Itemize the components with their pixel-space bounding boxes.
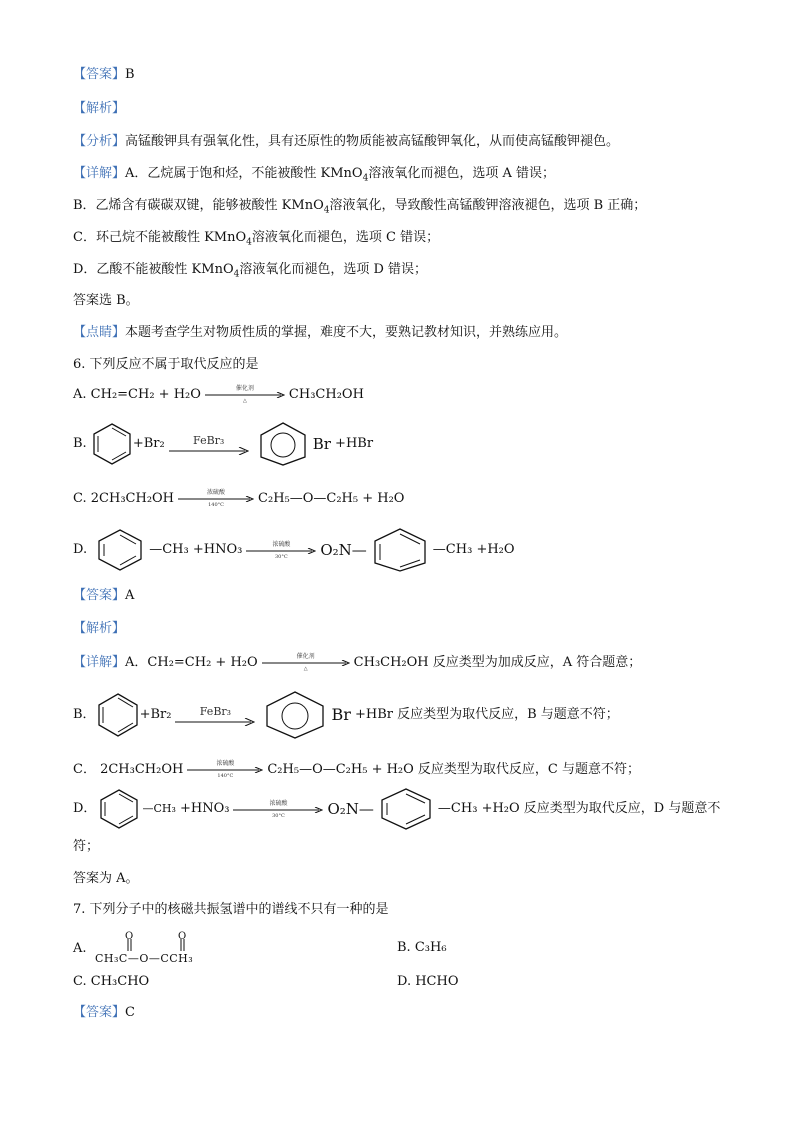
answer-tag: 【答案】 <box>73 588 126 603</box>
fenxi-text: 高锰酸钾具有强氧化性，具有还原性的物质能被高锰酸钾氧化，从而使高锰酸钾褪色。 <box>125 134 620 149</box>
benzene-icon <box>91 422 133 466</box>
q6d-reag: +HNO₃ <box>192 542 243 557</box>
q6c-label: C. <box>73 490 87 506</box>
benzene-icon <box>367 527 433 573</box>
q7-option-b: B. C₃H₆ <box>397 940 447 955</box>
benzene-icon <box>259 690 331 740</box>
q6b-arrow <box>169 434 249 455</box>
analysis-header-6 <box>73 620 125 638</box>
detail-line-d <box>73 261 427 284</box>
a6c-rhs: C₂H₅—O—C₂H₅ + H₂O 反应类型为取代反应，C 与题意不符； <box>267 761 641 777</box>
q6b-cond-top: FeBr₃ <box>193 433 225 447</box>
answer-tag: 【答案】 <box>73 67 126 82</box>
benzene-icon <box>253 421 313 467</box>
answer-tag: 【答案】 <box>73 1005 126 1020</box>
arrow-icon <box>169 447 249 455</box>
detail-b-sub: 4 <box>323 205 330 216</box>
analysis-tag: 【解析】 <box>73 101 126 116</box>
a6b-label: B． <box>73 707 96 722</box>
tip-tag: 【点睛】 <box>73 325 126 340</box>
answer-summary-5: 答案选 B。 <box>73 293 139 308</box>
detail-b-pre: B．乙烯含有碳碳双键，能够被酸性 KMnO <box>73 198 324 213</box>
q6d-label: D. <box>73 542 88 557</box>
detail-line-b <box>73 197 646 220</box>
a6c-lhs: 2CH₃CH₂OH <box>100 761 184 777</box>
detail-d-post: 溶液氧化而褪色，选项 D 错误； <box>239 262 428 277</box>
a6c-cond-top: 浓硫酸 <box>216 760 235 767</box>
q6a-arrow <box>205 385 285 404</box>
q6b-reag: +Br₂ <box>132 436 165 451</box>
q6-option-d <box>73 528 515 572</box>
q6d-arrow <box>246 541 316 560</box>
a6d-label: D． <box>73 801 97 816</box>
q6d-cond-top: 浓硫酸 <box>272 540 291 548</box>
detail-a-pre: A．乙烷属于饱和烃，不能被酸性 KMnO <box>125 166 363 181</box>
benzene-icon <box>96 692 140 738</box>
a6c-cond-bot: 140°C <box>217 773 234 779</box>
a6-detail-d-cont: 符； <box>73 839 100 854</box>
detail-tag: 【详解】 <box>73 654 126 670</box>
analysis-tag: 【解析】 <box>73 621 126 636</box>
q7-option-d: D. HCHO <box>397 974 459 989</box>
q7a-formula: CH₃C—O—CCH₃ <box>95 952 194 965</box>
a6d-arrow <box>233 800 323 819</box>
q7a-label: A. <box>73 941 87 956</box>
q6c-arrow <box>178 489 254 508</box>
detail-d-sub: 4 <box>233 269 240 280</box>
q6c-cond-bot: 140°C <box>208 502 224 508</box>
answer-value: A <box>125 588 135 603</box>
a6d-rhs: +H₂O 反应类型为取代反应，D 与题意不 <box>481 801 721 816</box>
detail-d-pre: D．乙酸不能被酸性 KMnO <box>73 262 234 277</box>
benzene-icon <box>91 528 149 572</box>
detail-a-sub: 4 <box>362 173 369 184</box>
a6-detail-a <box>73 653 641 672</box>
arrow-icon <box>175 718 255 726</box>
detail-b-post: 溶液氧化，导致酸性高锰酸钾溶液褪色，选项 B 正确； <box>329 198 647 213</box>
q6d-cond-bot: 30°C <box>275 553 288 560</box>
carbonyl-o-2: O <box>178 931 187 942</box>
detail-a-post: 溶液氧化而褪色，选项 A 错误； <box>368 166 555 181</box>
q6a-lhs: CH₂=CH₂ + H₂O <box>90 386 201 402</box>
answer-value: C <box>125 1005 135 1020</box>
detail-line-c <box>73 229 439 252</box>
q6d-rhs-ch3: —CH₃ <box>432 542 473 557</box>
benzene-icon <box>96 788 142 830</box>
a6a-label: A． <box>125 654 148 670</box>
a6a-arrow <box>262 653 350 672</box>
q6d-no2: O₂N— <box>320 541 367 559</box>
a6d-ch3: —CH₃ <box>142 802 176 815</box>
tip-line <box>73 324 567 342</box>
q6-option-c <box>73 489 404 508</box>
a6a-rhs: CH₃CH₂OH 反应类型为加成反应，A 符合题意； <box>353 654 642 670</box>
benzene-icon <box>374 787 438 831</box>
analysis-line <box>73 133 619 151</box>
answer-value: B <box>125 67 135 82</box>
analysis-header-5 <box>73 100 125 118</box>
q6-option-a <box>73 385 364 404</box>
q6d-ch3: —CH₃ <box>149 542 189 557</box>
q7-option-c: C. CH₃CHO <box>73 974 150 989</box>
detail-c-pre: C．环己烷不能被酸性 KMnO <box>73 230 247 245</box>
a6-detail-c <box>73 760 640 779</box>
answer-line-6 <box>73 587 134 605</box>
tip-text: 本题考查学生对物质性质的掌握，难度不大，要熟记教材知识，并熟练应用。 <box>125 325 568 340</box>
a6c-label: C． <box>73 761 96 777</box>
a6-detail-b <box>73 690 619 740</box>
q6a-label: A. <box>73 386 87 402</box>
a6b-br: Br <box>331 705 351 724</box>
q6b-br: Br <box>312 435 331 453</box>
a6d-rhs-ch3: —CH₃ <box>437 801 478 816</box>
a6d-cond-bot: 30°C <box>272 812 285 819</box>
a6c-arrow <box>187 760 263 779</box>
a6a-cond-top: 催化剂 <box>296 653 315 660</box>
carbonyl-o-1: O <box>125 931 134 942</box>
a6a-lhs: CH₂=CH₂ + H₂O <box>147 654 258 670</box>
answer-line-5 <box>73 66 135 84</box>
q6a-cond-bot: △ <box>242 398 247 404</box>
detail-tag: 【详解】 <box>73 166 126 181</box>
q6c-rhs: C₂H₅—O—C₂H₅ + H₂O <box>258 490 405 506</box>
q6-option-b <box>73 422 373 466</box>
a6a-cond-bot: △ <box>303 666 308 672</box>
detail-c-sub: 4 <box>246 237 252 248</box>
detail-line-a <box>73 165 555 188</box>
answer-line-7 <box>73 1004 135 1022</box>
a6d-cond-top: 浓硫酸 <box>269 799 288 807</box>
fenxi-tag: 【分析】 <box>73 134 126 149</box>
a6d-reag: +HNO₃ <box>180 801 230 816</box>
question-7: 7. 下列分子中的核磁共振氢谱中的谱线不只有一种的是 <box>73 902 389 917</box>
a6-detail-d <box>73 787 720 831</box>
answer-summary-6: 答案为 A。 <box>73 871 139 886</box>
a6b-cond-top: FeBr₃ <box>199 704 232 718</box>
a6b-reag: +Br₂ <box>139 707 172 722</box>
a6b-rhs: +HBr 反应类型为取代反应，B 与题意不符； <box>354 707 619 722</box>
q6c-lhs: 2CH₃CH₂OH <box>90 490 175 506</box>
q6a-rhs: CH₃CH₂OH <box>288 386 364 402</box>
a6b-arrow <box>175 705 255 726</box>
a6d-no2: O₂N— <box>327 800 374 818</box>
q6c-cond-top: 浓硫酸 <box>207 489 226 496</box>
q6b-label: B. <box>73 436 87 451</box>
q6b-rhs: +HBr <box>335 436 374 451</box>
q6d-rhs: +H₂O <box>476 542 515 557</box>
question-6: 6. 下列反应不属于取代反应的是 <box>73 357 259 372</box>
q6a-cond-top: 催化剂 <box>235 385 254 392</box>
detail-c-post: 溶液氧化而褪色，选项 C 错误； <box>251 230 440 245</box>
